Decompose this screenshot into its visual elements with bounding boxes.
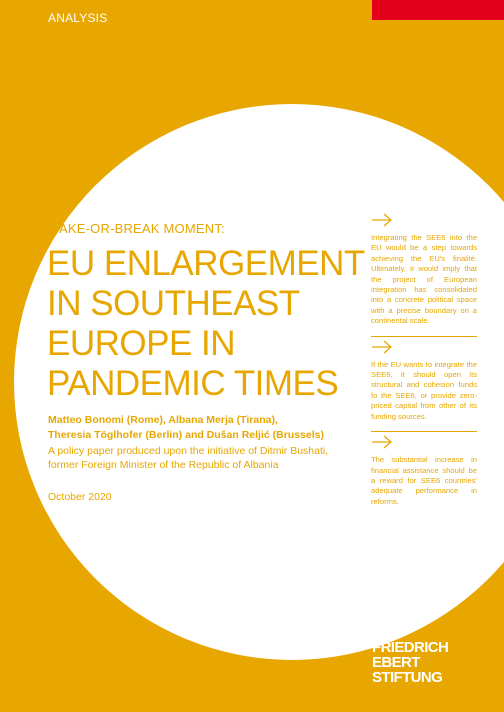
description	[48, 444, 348, 472]
key-point	[371, 210, 477, 327]
fes-logo	[372, 640, 448, 685]
kicker-text: MAKE-OR-BREAK MOMENT:	[48, 221, 225, 236]
logo-line: FRIEDRICH	[372, 639, 449, 656]
key-point-text: The substantial increase in financial assistance should be a reward for SEE6 countries' adequate performance in reforms.	[371, 455, 477, 506]
author-line: Theresia Töglhofer (Berlin) and Dušan Reljić (Brussels)	[48, 429, 324, 441]
arrow-right-icon	[371, 340, 393, 354]
title-line: EU ENLARGEMENT	[47, 244, 365, 283]
arrow-right-icon	[371, 435, 393, 449]
key-point	[371, 432, 477, 507]
series-label: ANALYSIS	[48, 11, 108, 25]
key-point-text: If the EU wants to integrate the SEE6, it should open its structural and cohesion funds fo the SEE6, or provide zero-priced capital from other of its funding sources.	[371, 359, 477, 421]
arrow-right-icon	[371, 213, 393, 227]
title-line: PANDEMIC TIMES	[47, 364, 339, 403]
key-point-text: Integrating the SEE6 into the EU would be a step towards achieving the EU's finalité. Ultimately, it would imply that the project of European integration has consolidated into a concrete political space with a precise boundary on a continental scale.	[371, 233, 477, 326]
description-line: A policy paper produced upon the initiative of Ditmir Bushati,	[48, 445, 329, 457]
logo-line: STIFTUNG	[372, 669, 443, 686]
description-line: former Foreign Minister of the Republic of Albania	[48, 459, 279, 471]
author-line: Matteo Bonomi (Rome), Albana Merja (Tirana),	[48, 414, 278, 426]
sidebar-key-points	[371, 210, 477, 516]
page-title	[47, 244, 365, 404]
title-line: IN SOUTHEAST	[47, 284, 300, 323]
red-accent-bar	[372, 0, 504, 20]
key-point	[371, 337, 477, 422]
logo-line: EBERT	[372, 654, 420, 671]
publication-date: October 2020	[48, 491, 112, 503]
title-line: EUROPE IN	[47, 324, 236, 363]
authors	[48, 413, 348, 443]
